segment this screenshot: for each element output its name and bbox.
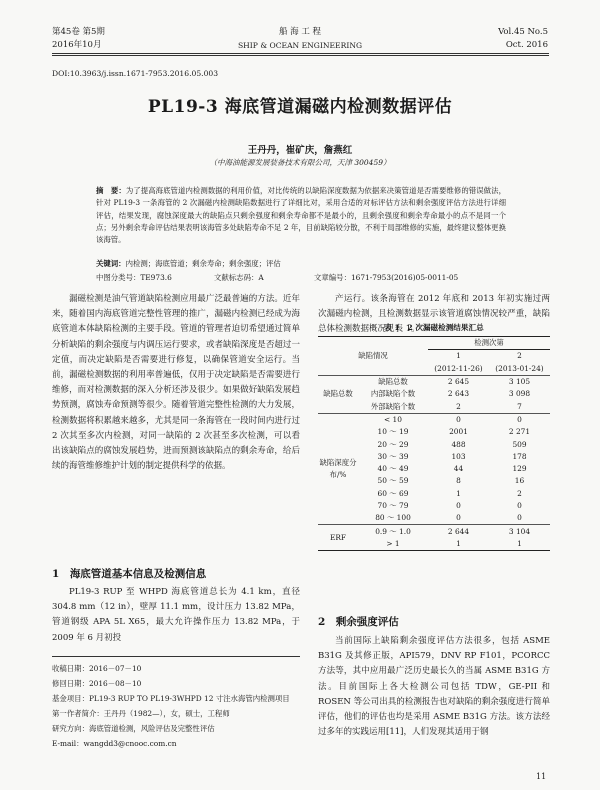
table-row — [318, 525, 550, 538]
section1-title: 海底管道基本信息及检测信息 — [69, 568, 207, 580]
table-group-erf: ERF — [318, 525, 358, 551]
page-number: 11 — [536, 772, 547, 781]
table-cell-value: 0 — [517, 501, 522, 510]
paper-title: PL19-3 海底管道漏磁内检测数据评估 — [147, 97, 453, 117]
footnote-email: E-mail：wangdd3@cnooc.com.cn — [52, 739, 177, 748]
header-rule — [52, 53, 549, 54]
footnote-revised: 修回日期：2016－08－10 — [52, 679, 142, 688]
table-cell-value: 0 — [456, 513, 461, 523]
table-group-total: 缺陷总数 — [318, 375, 358, 413]
table-group-depth: 缺陷深度分布/% — [318, 413, 358, 525]
abstract-text: 为了提高海底管道内检测数据的利用价值，对比传统的以缺陷深度数据为依据来决策管道是否需要维修的错误做法，针对 PL19-3 一条海管的 2 次漏磁内检测缺陷数据进行了详细比对，采用合适的对标评估方法和剩余强度评估方法进行详细评估，结果发现，腐蚀深度最大的缺陷点只剩余强度和剩余寿命都不是最小的，且剩余强度和剩余寿命最小的点不是同一个点；另外剩余寿命评估结果表明该海管多处缺陷寿命不足 2 年，目前缺陷较分散，不利于局部维修的实施，最终建议整体更换该海管。 — [96, 186, 506, 245]
section2-paragraph: 当前国际上缺陷剩余强度评估方法很多，包括 ASME B31G 及其修正版，API579，DNV RP F101，PCORCC 方法等，其中应用最广泛历史最长久的当属 ASME B31G 方法。目前国际上各大检测公司包括 TDW，GE-PII 和 ROSEN 等公司出具的检测报告也对缺陷的剩余强度进行简单评估，他们的评估也均是采用 ASME B31G 方法。该方法经过多年的实践运用[11]，人们发现其适用于钢 — [318, 636, 550, 738]
table-col-date-1: (2012-11-26) — [434, 363, 483, 373]
table-cell-value: 178 — [512, 451, 527, 461]
doc-code: 文献标志码：A — [214, 273, 264, 282]
abstract-label: 摘 要： — [96, 186, 126, 195]
table1 — [318, 336, 550, 551]
table-header-row — [318, 337, 550, 350]
table-cell-label: 外部缺陷个数 — [370, 401, 416, 411]
table-cell-value: 2 644 — [428, 525, 489, 538]
header-date-en: Oct. 2016 — [505, 40, 548, 50]
table-cell-label: 80 ～ 100 — [375, 513, 411, 523]
table-cell-label: < 10 — [358, 413, 428, 426]
table-cell-label: 50 ～ 59 — [377, 476, 409, 486]
table-cell-label: 60 ～ 69 — [377, 488, 409, 498]
affiliation: （中海油能源发展装备技术有限公司，天津 300459） — [209, 158, 391, 167]
authors: 王丹丹，崔矿庆，詹燕红 — [247, 145, 353, 156]
table-cell-label: 70 ～ 79 — [377, 501, 409, 510]
table-cell-value: 2 643 — [447, 389, 470, 399]
intro-paragraph: 漏磁检测是油气管道缺陷检测应用最广泛最普遍的方法。近年来，随着国内海底管道完整性管理的推广，漏磁内检测已经成为海底管道本体缺陷检测的主要手段。管道的管理者迫切希望通过简单分析缺陷的剩余强度与内调压运行要求，或者缺陷深度是否超过一定值，而决定缺陷是否需要进行修复，以确保管道安全运行。当前，漏磁检测数据的利用率普遍低，仅用于决定缺陷是否需要进行维修，而对检测数据的深入分析还涉及很少。如果做好缺陷发展趋势预测，腐蚀寿命预测等很少。随着管道完整性检测的大力发展，检测数据将积累越来越多，尤其是同一条海管在一段时间内进行过 2 次其至多次内检测，对同一缺陷的 2 次甚至多次检测，可以看出该缺陷点的腐蚀发展趋势，进而预测该缺陷点的剩余寿命，给后续的海管维修维护计划的制定提供科学的依据。 — [52, 294, 300, 472]
table-cell-value: 16 — [514, 476, 525, 486]
table-row — [318, 375, 550, 388]
table-cell-value: 2 — [456, 401, 461, 411]
table-cell-label: 缺陷总数 — [358, 375, 428, 388]
table-cell-value: 103 — [451, 451, 466, 461]
table-cell-value: 0 — [517, 513, 522, 523]
keywords — [96, 258, 506, 269]
table-cell-value: 488 — [451, 439, 466, 449]
table-cell-label: 10 ～ 19 — [377, 427, 409, 437]
section1-paragraph: PL19-3 RUP 至 WHPD 海底管道总长为 4.1 km，直径 304.8 mm（12 in），壁厚 11.1 mm，设计压力 13.82 MPa，管道钢级 APA 5L X65，最大允许操作压力 13.82 MPa，于 2009 年 6 月初投 — [52, 587, 300, 643]
header-journal-en: SHIP & OCEAN ENGINEERING — [237, 41, 363, 50]
keywords-text: 内检测；海底管道；剩余寿命；剩余强度；评估 — [125, 259, 281, 268]
footnotes — [52, 661, 302, 751]
table-col-number-1: 1 — [456, 351, 461, 361]
table-cell-value: 3 105 — [489, 375, 550, 388]
table-cell-value: 8 — [456, 476, 461, 486]
table-cell-value: 1 — [489, 538, 550, 551]
header-rule-thin — [52, 55, 549, 56]
table1-caption: 表 1 2 次漏磁检测结果汇总 — [384, 323, 484, 332]
section1-number: 1 — [52, 568, 60, 580]
table-cell-label: 0.9 ～ 1.0 — [358, 525, 428, 538]
abstract — [96, 185, 506, 246]
table-row — [318, 413, 550, 426]
table-cell-value: 2 271 — [508, 427, 531, 437]
footnote-fund: 基金项目：PL19-3 RUP TO PL19-3WHPD 12 寸注水海管内检测项目 — [52, 694, 290, 703]
table-cell-value: 44 — [453, 464, 464, 474]
table-cell-value: 509 — [512, 439, 527, 449]
article-number: 文章编号：1671-7953(2016)05-0011-05 — [314, 273, 459, 282]
table-col-number-2: 2 — [517, 351, 522, 361]
table-cell-value: 0 — [428, 413, 489, 426]
doi: DOI:10.3963/j.issn.1671-7953.2016.05.003 — [52, 69, 219, 78]
header-date-cn: 2016年10月 — [52, 40, 102, 50]
table-cell-value: 0 — [456, 501, 461, 510]
table-cell-label: 内部缺陷个数 — [370, 389, 416, 399]
table-cell-value: 2001 — [449, 427, 468, 437]
section2-title: 剩余强度评估 — [335, 616, 399, 628]
table-cell-value: 129 — [512, 464, 527, 474]
table-cell-value: 2 — [517, 488, 522, 498]
footnote-research: 研究方向：海底管道检测，风险评估及完整性评估 — [52, 724, 215, 733]
table-cell-label: 20 ～ 29 — [377, 439, 409, 449]
footnote-author: 第一作者简介：王丹丹（1982—），女，硕士，工程师 — [52, 709, 230, 718]
clc-number: 中图分类号：TE973.6 — [96, 273, 172, 282]
table-cell-value: 0 — [489, 413, 550, 426]
section1-heading — [52, 566, 206, 581]
table-row-label: 缺陷情况 — [318, 337, 428, 376]
footnote-rule — [52, 656, 300, 657]
section2-heading — [318, 614, 399, 629]
operation-paragraph: 产运行。该条海管在 2012 年底和 2013 年初实施过两次漏磁内检测，且检测数据显示该管道腐蚀情况较严重，缺陷总体检测数据概况见表 1。 — [318, 294, 550, 335]
table-cell-value: 3 104 — [489, 525, 550, 538]
table-cell-label: 40 ～ 49 — [377, 464, 409, 474]
keywords-label: 关键词： — [96, 259, 126, 268]
table-cell-value: 3 098 — [508, 389, 531, 399]
table-cell-value: 7 — [517, 401, 522, 411]
table-cell-label: 30 ～ 39 — [377, 451, 409, 461]
table-cell-value: 1 — [428, 538, 489, 551]
table-header-group: 检测次第 — [428, 337, 550, 350]
header-volume-en: Vol.45 No.5 — [498, 27, 548, 37]
table-cell-value: 1 — [456, 488, 461, 498]
header-volume-cn: 第45卷 第5期 — [52, 27, 105, 37]
footnote-received: 收稿日期：2016－07－10 — [52, 664, 142, 673]
table-cell-value: 2 645 — [428, 375, 489, 388]
section2-number: 2 — [318, 616, 326, 628]
table-col-date-2: (2013-01-24) — [495, 363, 544, 373]
header-journal-cn: 船 海 工 程 — [278, 27, 322, 37]
table-cell-label: > 1 — [358, 538, 428, 551]
